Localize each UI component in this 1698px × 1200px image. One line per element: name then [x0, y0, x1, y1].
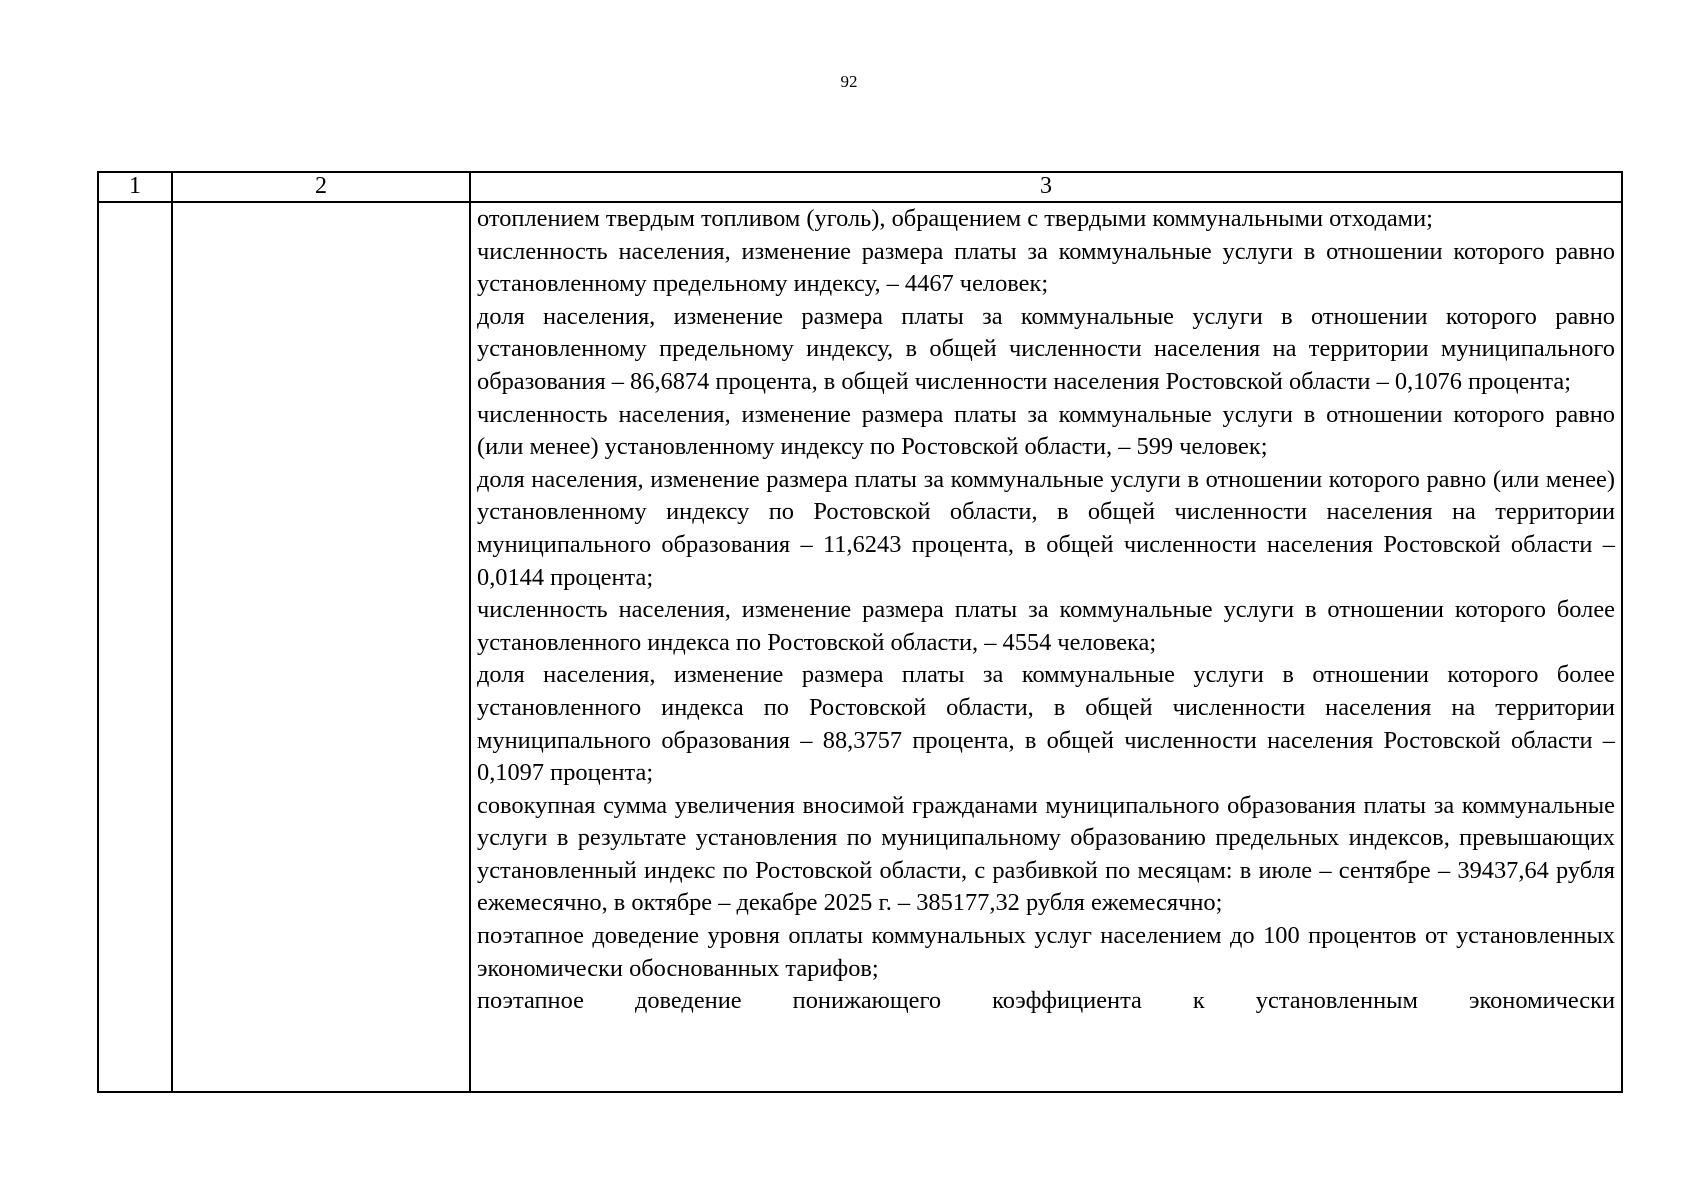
- header-cell-2: 2: [172, 172, 470, 202]
- header-cell-1: 1: [98, 172, 172, 202]
- row-cell-1: [98, 202, 172, 1092]
- document-table: [97, 171, 1623, 1093]
- page-number: 92: [840, 72, 858, 91]
- paragraph: доля населения, изменение размера платы за коммунальные услуги в отношении которого равно (или менее) установленному индексу по Ростовской области, в общей численности населения на территории муниципального образования – 11,6243 процента, в общей численности населения Ростовской области – 0,0144 процента;: [477, 465, 1615, 591]
- paragraph: отоплением твердым топливом (уголь), обращением с твердыми коммунальными отходами;: [477, 205, 1433, 232]
- header-cell-3: 3: [470, 172, 1622, 202]
- paragraph: поэтапное доведение понижающего коэффициента к установленным экономически: [477, 987, 1615, 1015]
- paragraph: доля населения, изменение размера платы за коммунальные услуги в отношении которого более установленного индекса по Ростовской области, в общей численности населения на территории муниципального образования – 88,3757 процента, в общей численности населения Ростовской области – 0,1097 процента;: [477, 661, 1615, 787]
- paragraph: совокупная сумма увеличения вносимой гражданами муниципального образования платы за коммунальные услуги в результате установления по муниципальному образованию предельных индексов, превышающих установленный индекс по Ростовской области, с разбивкой по месяцам: в июле – сентябре – 39437,64 рубля ежемесячно, в октябре – декабре 2025 г. – 385177,32 рубля ежемесячно;: [477, 791, 1615, 917]
- paragraph: численность населения, изменение размера платы за коммунальные услуги в отношении которого равно (или менее) установленному индексу по Ростовской области, – 599 человек;: [477, 400, 1615, 461]
- paragraph: численность населения, изменение размера платы за коммунальные услуги в отношении которого равно установленному предельному индексу, – 4467 человек;: [477, 237, 1615, 298]
- row-cell-3: [470, 202, 1622, 1092]
- paragraph: поэтапное доведение уровня оплаты коммунальных услуг населением до 100 процентов от установленных экономически обоснованных тарифов;: [477, 922, 1615, 982]
- paragraph: доля населения, изменение размера платы за коммунальные услуги в отношении которого равно установленному предельному индексу, в общей численности населения на территории муниципального образования – 86,6874 процента, в общей численности населения Ростовской области – 0,1076 процента;: [477, 302, 1615, 395]
- table-header-row: [98, 172, 1622, 202]
- table-row: [98, 202, 1622, 1092]
- paragraph: численность населения, изменение размера платы за коммунальные услуги в отношении которого более установленного индекса по Ростовской области, – 4554 человека;: [477, 596, 1615, 656]
- row-cell-2: [172, 202, 470, 1092]
